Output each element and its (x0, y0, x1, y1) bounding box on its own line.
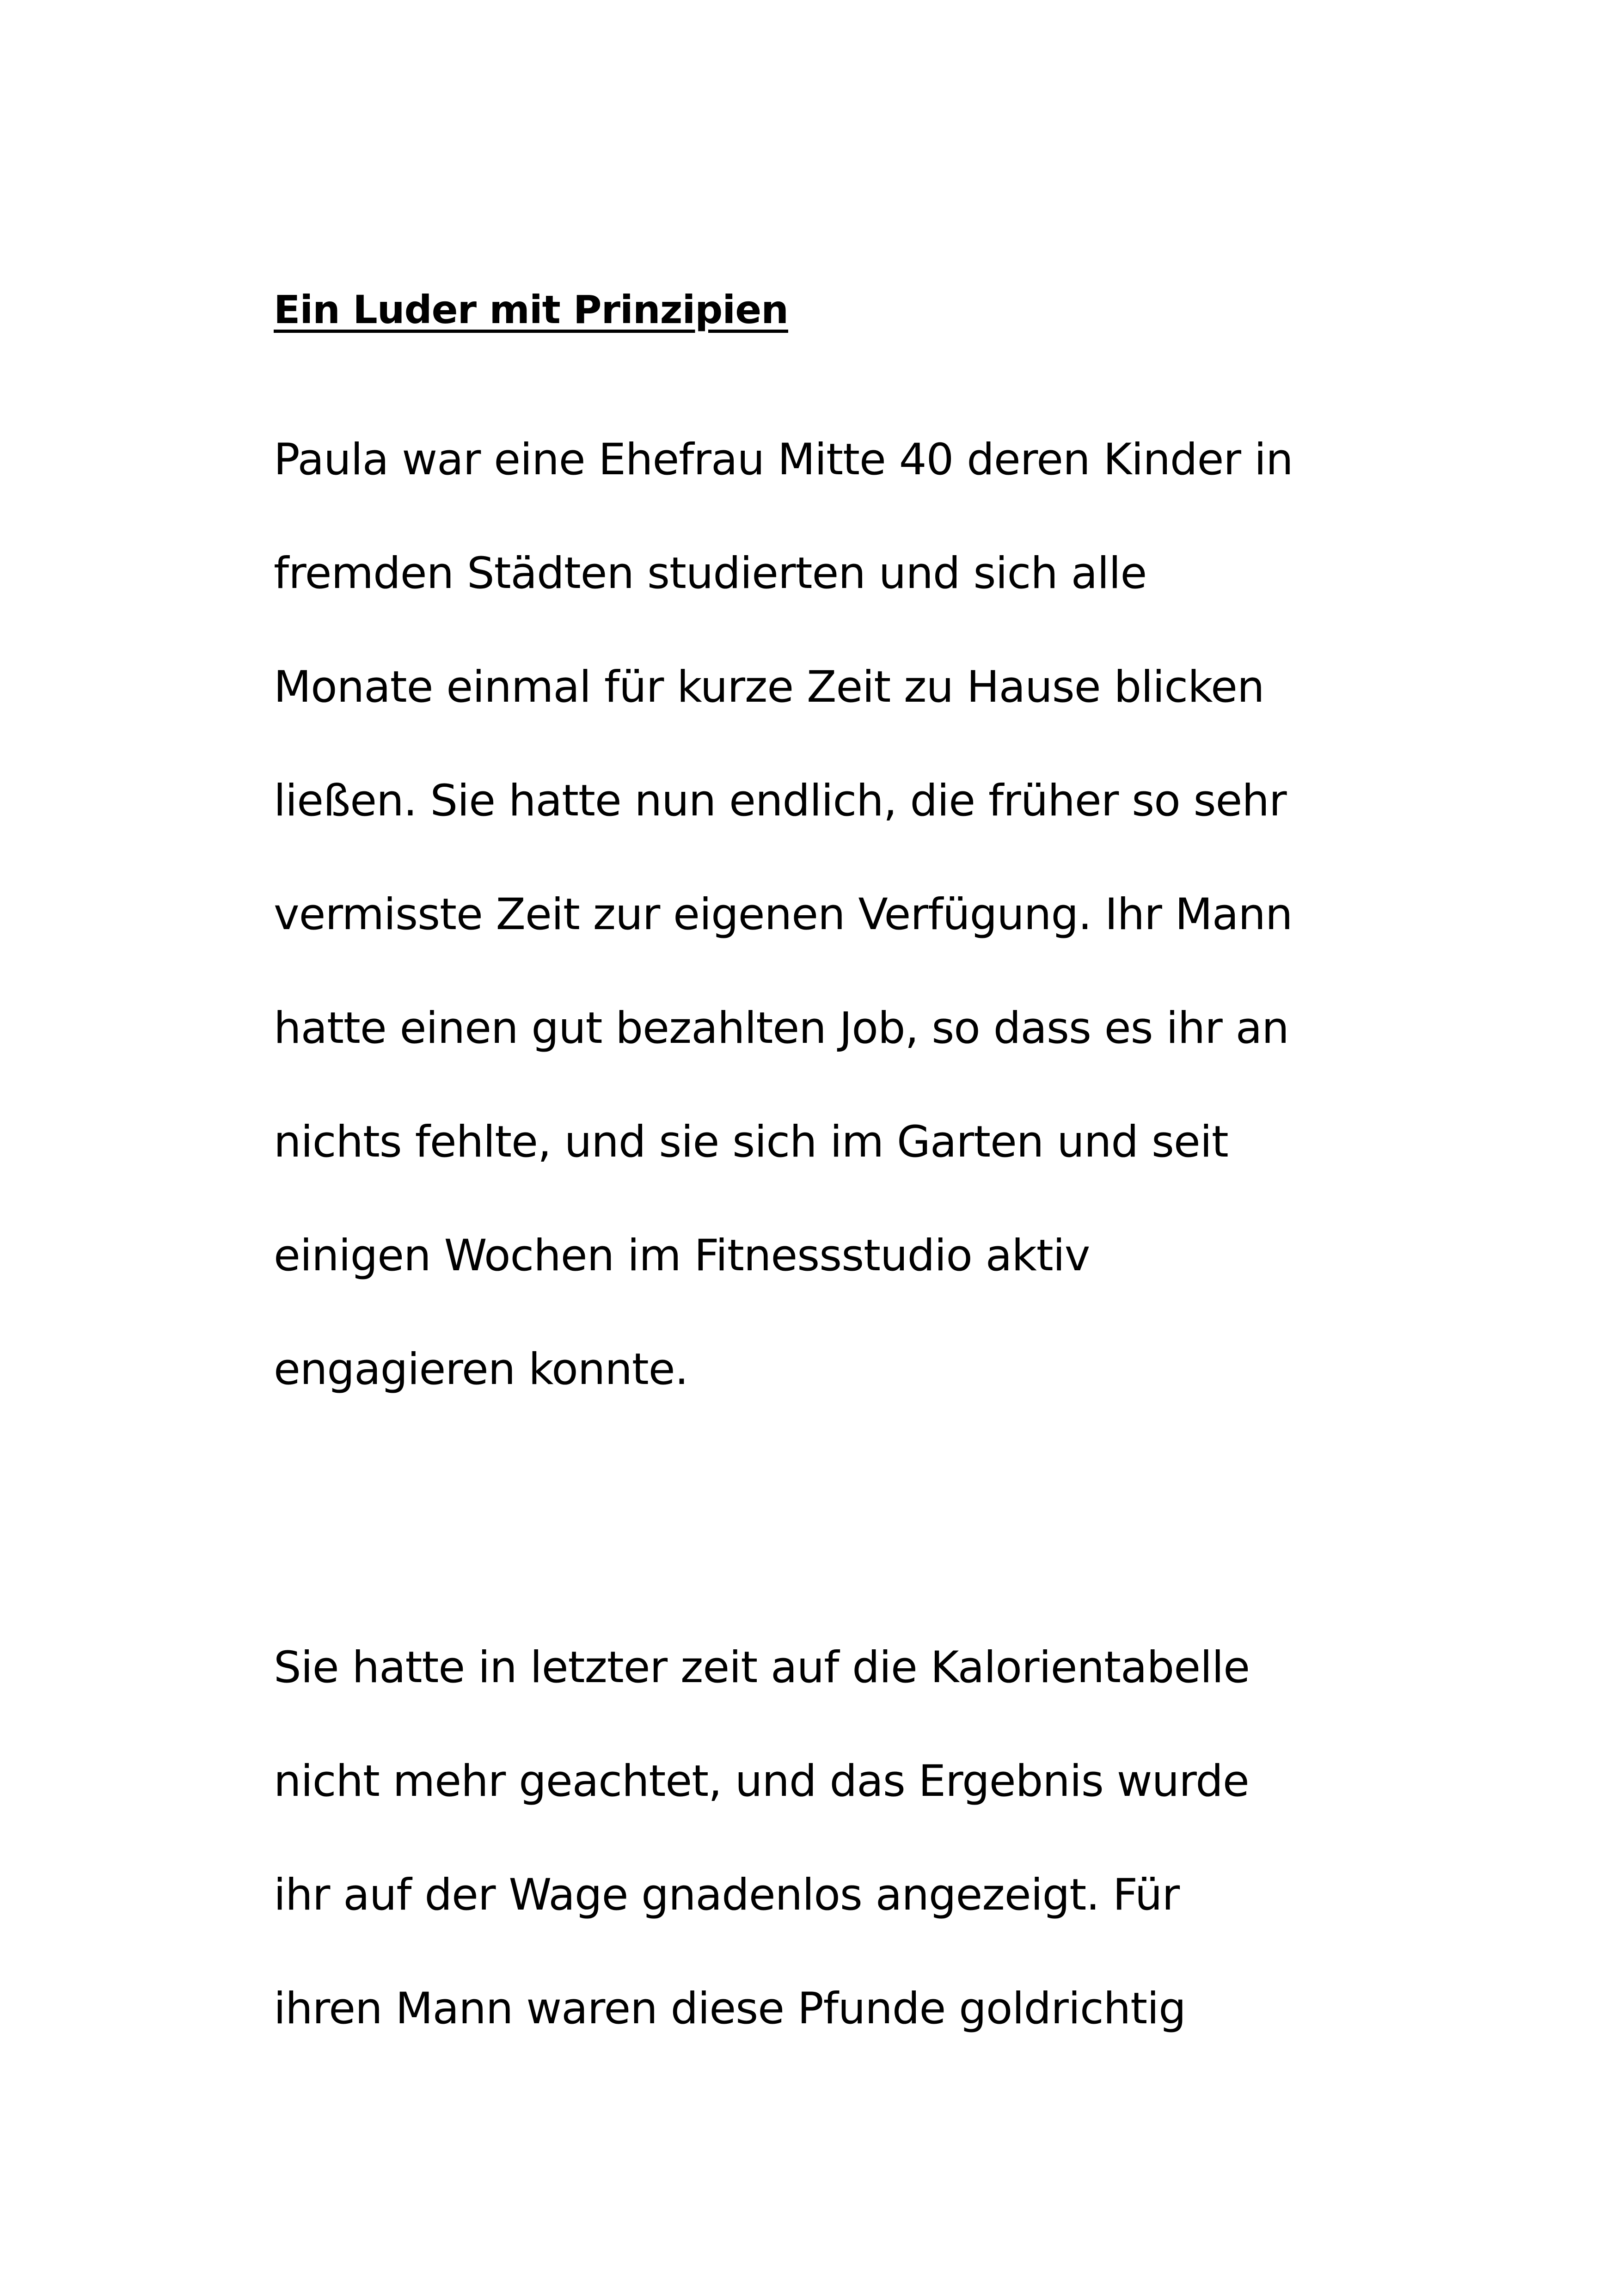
text-line: Paula war eine Ehefrau Mitte 40 deren Kinder in (274, 435, 1293, 485)
text-line: vermisste Zeit zur eigenen Verfügung. Ihr Mann (274, 889, 1293, 940)
document-title: Ein Luder mit Prinzipien (274, 287, 788, 332)
text-line: hatte einen gut bezahlten Job, so dass es ihr an (274, 1003, 1289, 1053)
paragraph-2 (274, 1631, 1250, 2086)
text-line: ihr auf der Wage gnadenlos angezeigt. Für (274, 1870, 1180, 1920)
paragraph-1 (274, 423, 1293, 1446)
text-line: engagieren konnte. (274, 1344, 688, 1395)
text-line: Monate einmal für kurze Zeit zu Hause blicken (274, 662, 1264, 712)
text-line: Sie hatte in letzter zeit auf die Kalorientabelle (274, 1642, 1250, 1693)
text-line: nicht mehr geachtet, und das Ergebnis wurde (274, 1756, 1249, 1806)
text-line: einigen Wochen im Fitnessstudio aktiv (274, 1231, 1090, 1281)
text-line: fremden Städten studierten und sich alle (274, 548, 1147, 599)
text-line: ließen. Sie hatte nun endlich, die früher so sehr (274, 776, 1287, 826)
text-line: ihren Mann waren diese Pfunde goldrichtig (274, 1984, 1186, 2034)
text-line: nichts fehlte, und sie sich im Garten und seit (274, 1117, 1228, 1167)
